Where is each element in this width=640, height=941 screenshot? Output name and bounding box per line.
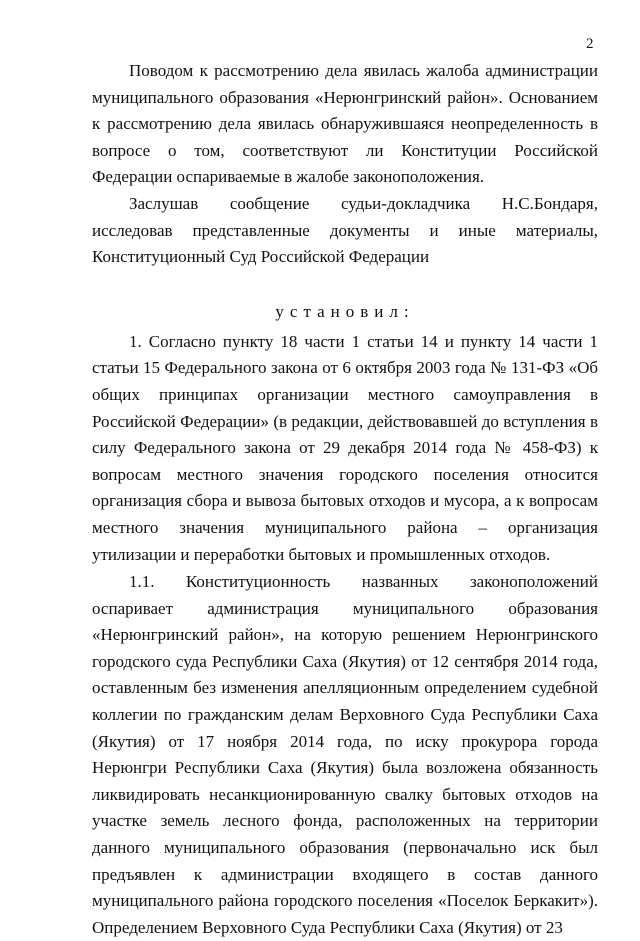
paragraph-hearing: Заслушав сообщение судьи-докладчика Н.С.Бондаря, исследовав представленные документы и иные материалы, Конституционный Суд Российской Федерации (92, 193, 598, 267)
page-number: 2 (586, 36, 594, 52)
paragraph-grounds: Поводом к рассмотрению дела явилась жалоба администрации муниципального образования «Нерюнгринский район». Основанием к рассмотрению дела явилась обнаружившаяся неопределенность в вопросе о том, соответствуют ли Конституции Российской Федерации оспариваемые в жалобе законоположения. (92, 61, 598, 187)
paragraph-point-1-1: 1.1. Конституционность названных законоположений оспаривает администрация муниципального образования «Нерюнгринский район», на которую решением Нерюнгринского городского суда Республики Саха (Якутия) от 12 сентября 2014 года, оставленным без изменения апелляционным определением судебной коллегии по гражданским делам Верховного Суда Республики Саха (Якутия) от 17 ноября 2014 года, по иску прокурора города Нерюнгри Республики Саха (Якутия) была возложена обязанность ликвидировать несанкционированную свалку бытовых отходов на участке земель лесного фонда, расположенных на территории данного муниципального образования (первоначально иск был предъявлен к администрации входящего в состав данного муниципального района городского поселения «Поселок Беркакит»). Определением Верховного Суда Республики Саха (Якутия) от 23 (92, 572, 598, 937)
document-body (92, 58, 598, 941)
paragraph-point-1: 1. Согласно пункту 18 части 1 статьи 14 и пункту 14 части 1 статьи 15 Федерального закона от 6 октября 2003 года № 131-ФЗ «Об общих принципах организации местного самоуправления в Российской Федерации» (в редакции, действовавшей до вступления в силу Федерального закона от 29 декабря 2014 года № 458-ФЗ) к вопросам местного значения городского поселения относится организация сбора и вывоза бытовых отходов и мусора, а к вопросам местного значения муниципального района – организация утилизации и переработки бытовых и промышленных отходов. (92, 331, 598, 564)
section-heading-established: установил: (275, 301, 415, 321)
